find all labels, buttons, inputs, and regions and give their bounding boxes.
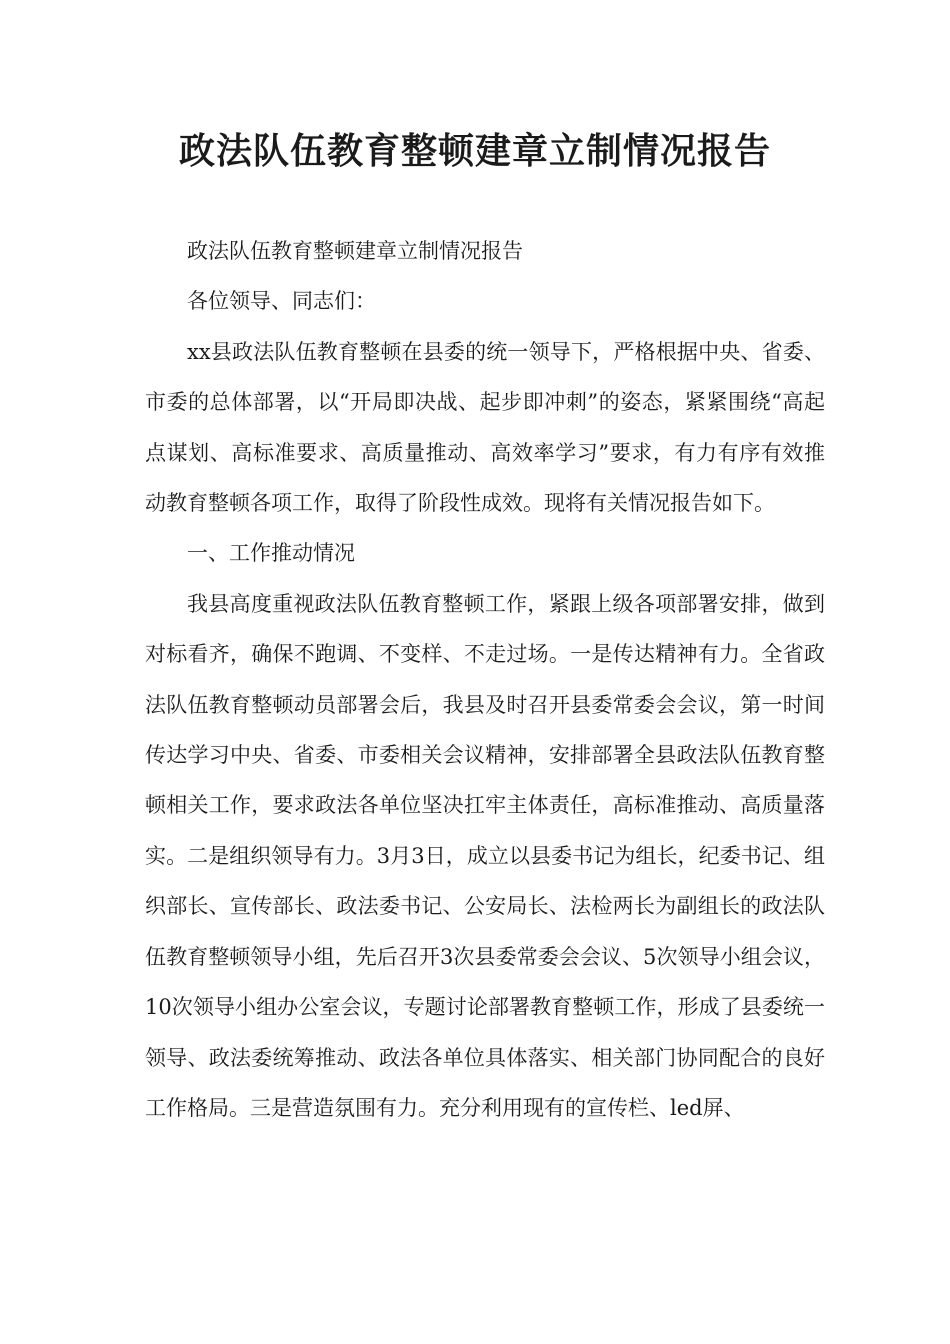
document-title: 政法队伍教育整顿建章立制情况报告: [178, 131, 771, 172]
document-body: [145, 226, 825, 1133]
paragraph-subtitle: 政法队伍教育整顿建章立制情况报告: [187, 239, 523, 263]
paragraph-intro: xx县政法队伍教育整顿在县委的统一领导下，严格根据中央、省委、市委的总体部署，以“开局即决战、起步即冲刺”的姿态，紧紧围绕“高起点谋划、高标准要求、高质量推动、高效率学习”要求，有力有序有效推动教育整顿各项工作，取得了阶段性成效。现将有关情况报告如下。: [145, 339, 825, 516]
paragraph-work-progress: 我县高度重视政法队伍教育整顿工作，紧跟上级各项部署安排，做到对标看齐，确保不跑调、不变样、不走过场。一是传达精神有力。全省政法队伍教育整顿动员部署会后，我县及时召开县委常委会会议，第一时间传达学习中央、省委、市委相关会议精神，安排部署全县政法队伍教育整顿相关工作，要求政法各单位坚决扛牢主体责任，高标准推动、高质量落实。二是组织领导有力。3月3日，成立以县委书记为组长，纪委书记、组织部长、宣传部长、政法委书记、公安局长、法检两长为副组长的政法队伍教育整顿领导小组，先后召开3次县委常委会会议、5次领导小组会议，10次领导小组办公室会议，专题讨论部署教育整顿工作，形成了县委统一领导、政法委统筹推动、政法各单位具体落实、相关部门协同配合的良好工作格局。三是营造氛围有力。充分利用现有的宣传栏、led屏、: [145, 591, 825, 1120]
section-heading: 一、工作推动情况: [187, 541, 355, 566]
paragraph-salutation: 各位领导、同志们：: [187, 289, 376, 314]
